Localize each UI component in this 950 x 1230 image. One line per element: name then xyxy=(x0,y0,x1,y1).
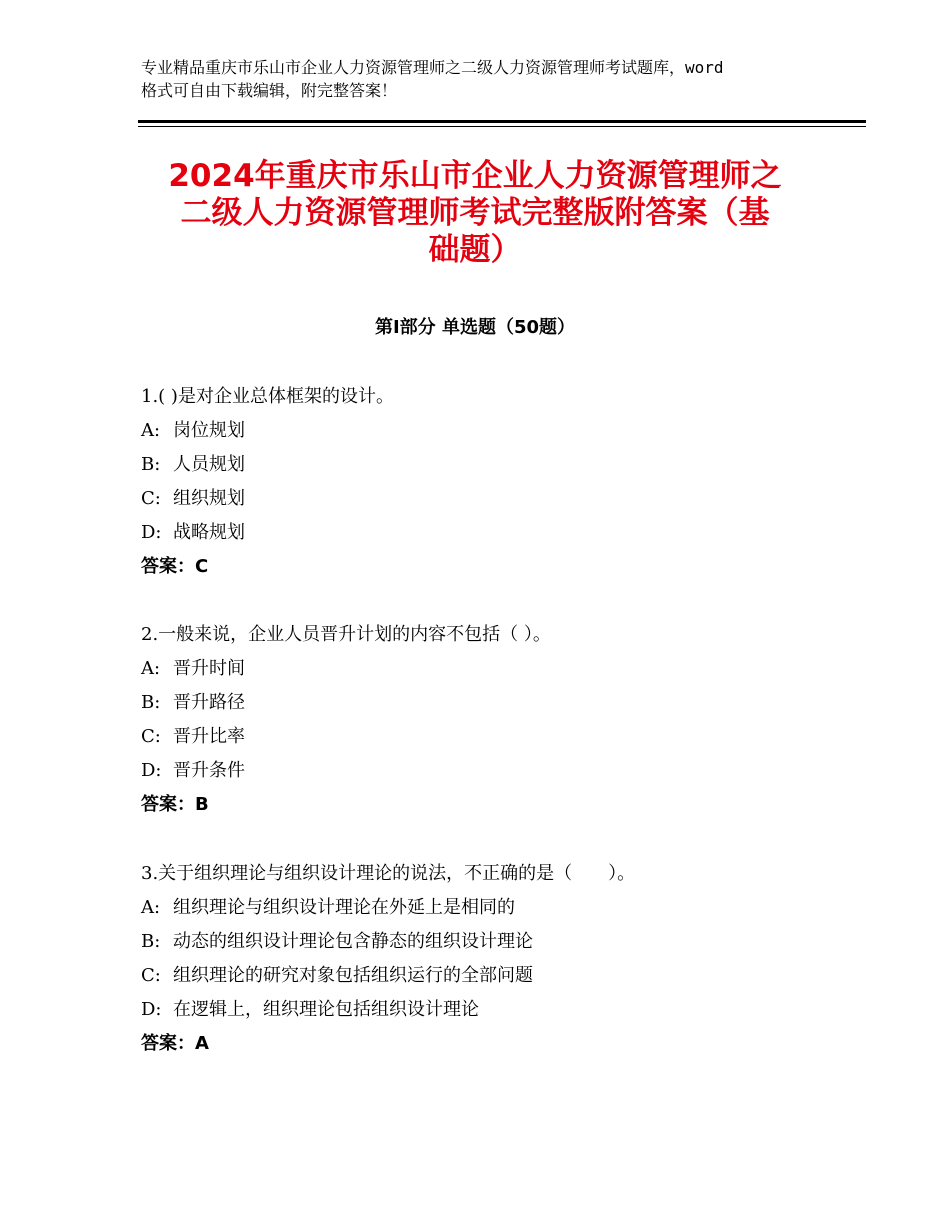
option-c xyxy=(141,720,861,754)
option-letter: C: xyxy=(141,726,161,747)
option-letter: A: xyxy=(141,897,161,918)
header-divider-thin xyxy=(138,126,866,127)
section-heading: 第Ⅰ部分 单选题（50题） xyxy=(374,317,575,338)
question-stem: 2.一般来说，企业人员晋升计划的内容不包括（ ）。 xyxy=(141,624,551,645)
option-text: 在逻辑上，组织理论包括组织设计理论 xyxy=(173,999,479,1020)
option-letter: D: xyxy=(141,760,162,781)
question-2 xyxy=(141,618,861,822)
option-text: 组织理论与组织设计理论在外延上是相同的 xyxy=(173,897,515,918)
option-letter: C: xyxy=(141,965,161,986)
option-text: 人员规划 xyxy=(173,454,245,475)
option-text: 岗位规划 xyxy=(173,420,245,441)
title-line: 2024年重庆市乐山市企业人力资源管理师之 xyxy=(168,158,782,194)
option-text: 晋升路径 xyxy=(173,692,245,713)
title-line: 二级人力资源管理师考试完整版附答案（基 xyxy=(180,195,770,231)
answer-line: 答案：A xyxy=(141,1033,209,1054)
option-letter: B: xyxy=(141,692,161,713)
option-d xyxy=(141,993,861,1027)
option-text: 动态的组织设计理论包含静态的组织设计理论 xyxy=(173,931,533,952)
option-text: 晋升比率 xyxy=(173,726,245,747)
option-letter: A: xyxy=(141,420,161,441)
option-d xyxy=(141,516,861,550)
option-letter: A: xyxy=(141,658,161,679)
header-note-line: 专业精品重庆市乐山市企业人力资源管理师之二级人力资源管理师考试题库，word xyxy=(141,58,724,77)
option-letter: B: xyxy=(141,931,161,952)
option-letter: B: xyxy=(141,454,161,475)
option-text: 晋升时间 xyxy=(173,658,245,679)
option-b xyxy=(141,448,861,482)
option-text: 组织规划 xyxy=(173,488,245,509)
question-3 xyxy=(141,857,861,1061)
header-note xyxy=(141,56,831,102)
option-d xyxy=(141,754,861,788)
header-note-line: 格式可自由下载编辑，附完整答案！ xyxy=(141,81,398,100)
header-divider-thick xyxy=(138,120,866,123)
option-c xyxy=(141,482,861,516)
question-stem: 3.关于组织理论与组织设计理论的说法，不正确的是（ ）。 xyxy=(141,863,636,884)
option-letter: D: xyxy=(141,522,162,543)
option-c xyxy=(141,959,861,993)
option-a xyxy=(141,414,861,448)
document-title xyxy=(120,158,830,269)
option-text: 战略规划 xyxy=(173,522,245,543)
option-text: 晋升条件 xyxy=(173,760,245,781)
option-text: 组织理论的研究对象包括组织运行的全部问题 xyxy=(173,965,533,986)
option-b xyxy=(141,686,861,720)
option-a xyxy=(141,652,861,686)
option-b xyxy=(141,925,861,959)
answer-line: 答案：C xyxy=(141,556,209,577)
option-letter: D: xyxy=(141,999,162,1020)
title-line: 础题） xyxy=(428,232,522,268)
question-1 xyxy=(141,380,861,584)
question-stem: 1.( )是对企业总体框架的设计。 xyxy=(141,386,394,407)
answer-line: 答案：B xyxy=(141,794,209,815)
option-letter: C: xyxy=(141,488,161,509)
option-a xyxy=(141,891,861,925)
